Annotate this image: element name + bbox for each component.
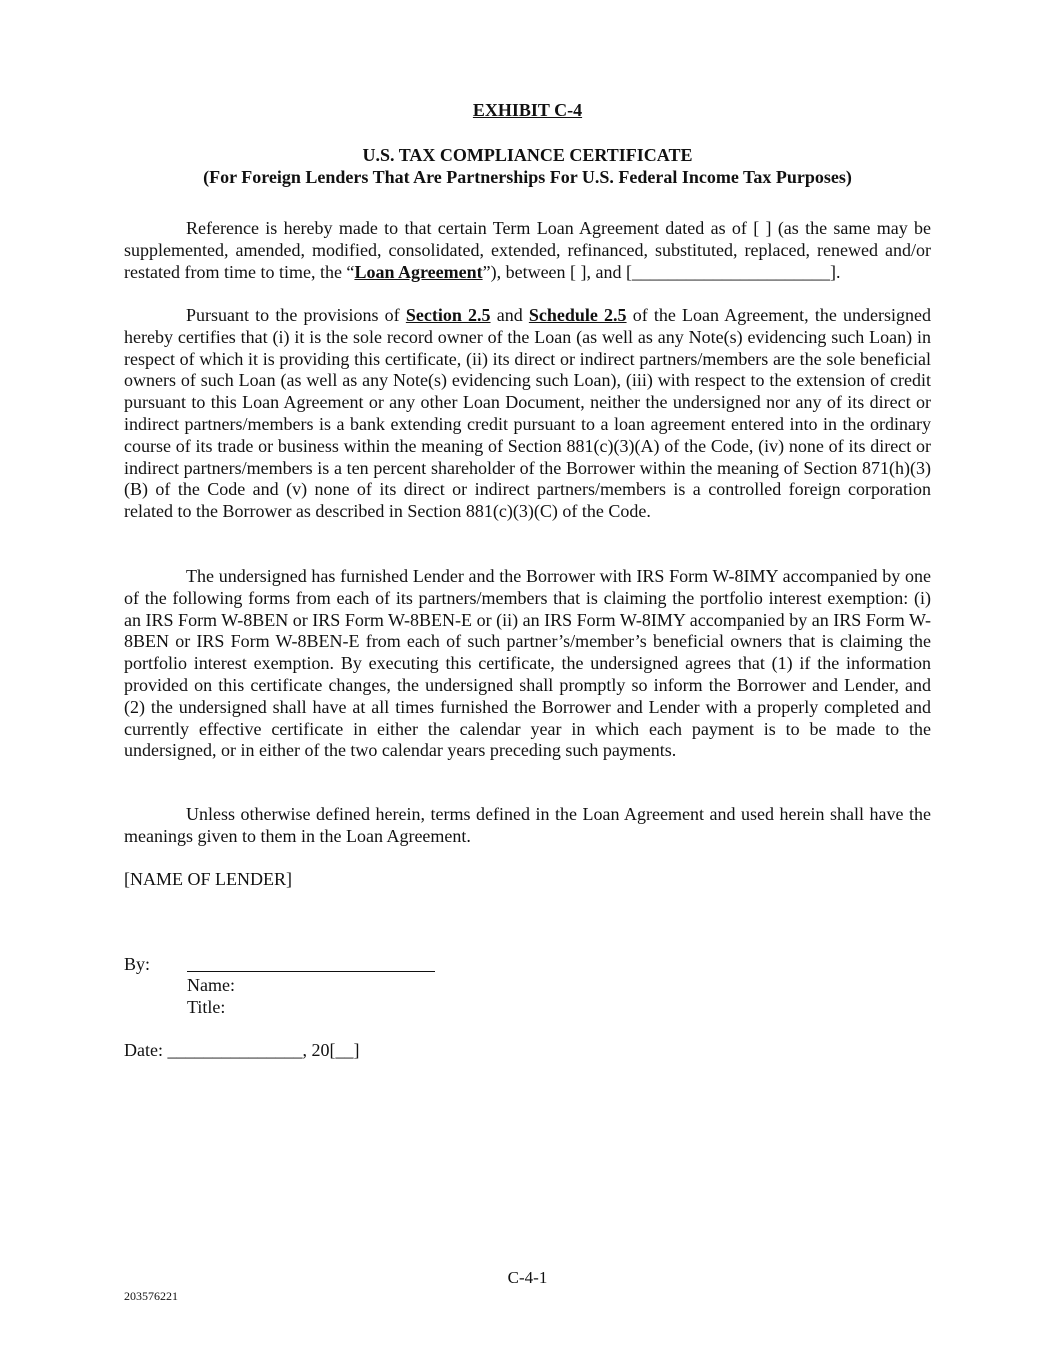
paragraph-definitions bbox=[124, 804, 931, 848]
title-label: Title: bbox=[187, 997, 226, 1017]
paragraph-certification-text-3: of the Loan Agreement, the undersigned hereby certifies that (i) it is the sole record owner of the Loan (as well as any Note(s) evidencing such Loan) in respect of which it is providing this certificate, (ii) its direct or indirect partners/members are the sole beneficial owners of such Loan (as well as any Note(s) evidencing such Loan), (iii) with respect to the extension of credit pursuant to this Loan Agreement or any other Loan Document, neither the undersigned nor any of its direct or indirect partners/members is a bank extending credit pursuant to a loan agreement entered into in the ordinary course of its trade or business within the meaning of Section 881(c)(3)(A) of the Code, (iv) none of its direct or indirect partners/members is a ten percent shareholder of the Borrower within the meaning of Section 871(h)(3)(B) of the Code and (v) none of its direct or indirect partners/members is a controlled foreign corporation related to the Borrower as described in Section 881(c)(3)(C) of the Code. bbox=[124, 305, 931, 522]
certificate-title: U.S. TAX COMPLIANCE CERTIFICATE bbox=[362, 145, 693, 165]
lender-name-placeholder: [NAME OF LENDER] bbox=[124, 869, 292, 889]
schedule-reference: Schedule 2.5 bbox=[528, 305, 627, 325]
page-number: C-4-1 bbox=[507, 1268, 548, 1287]
paragraph-certification-text-2: and bbox=[490, 305, 529, 325]
date-line: Date: _______________, 20[__] bbox=[124, 1040, 360, 1060]
paragraph-reference-text-2: ”), between [ ], and [______________________]. bbox=[482, 261, 841, 282]
by-label: By: bbox=[124, 954, 151, 974]
section-reference: Section 2.5 bbox=[405, 305, 491, 325]
paragraph-reference bbox=[124, 218, 931, 283]
exhibit-heading: EXHIBIT C-4 bbox=[472, 100, 583, 120]
certificate-title-block bbox=[0, 144, 1055, 188]
paragraph-reference-text-1: Reference is hereby made to that certain Term Loan Agreement dated as of [ ] (as the same may be supplemented, amended, modified, consolidated, extended, refinanced, substituted, replaced, renewed and/or restated from time to time, the “ bbox=[124, 218, 931, 282]
name-label: Name: bbox=[187, 975, 235, 995]
certificate-subtitle: (For Foreign Lenders That Are Partnerships For U.S. Federal Income Tax Purposes) bbox=[203, 167, 852, 187]
paragraph-forms-text: The undersigned has furnished Lender and the Borrower with IRS Form W-8IMY accompanied by one of the following forms from each of its partners/members that is claiming the portfolio interest exemption: (i) an IRS Form W-8BEN or IRS Form W-8BEN-E or (ii) an IRS Form W-8IMY accompanied by an IRS Form W-8BEN or IRS Form W-8BEN-E from each of such partner’s/member’s beneficial owners that is claiming the portfolio interest exemption. By executing this certificate, the undersigned agrees that (1) if the information provided on this certificate changes, the undersigned shall promptly so inform the Borrower and Lender, and (2) the undersigned shall have at all times furnished the Borrower and Lender with a properly completed and currently effective certificate in either the calendar year in which each payment is to be made to the undersigned, or in either of the two calendar years preceding such payments. bbox=[124, 566, 931, 761]
paragraph-forms bbox=[124, 566, 931, 762]
paragraph-certification-text-1: Pursuant to the provisions of bbox=[186, 305, 406, 325]
paragraph-certification bbox=[124, 305, 931, 523]
paragraph-definitions-text: Unless otherwise defined herein, terms defined in the Loan Agreement and used herein shall have the meanings given to them in the Loan Agreement. bbox=[124, 804, 931, 846]
defined-term-loan-agreement: Loan Agreement bbox=[354, 261, 483, 282]
signature-line bbox=[187, 971, 435, 972]
document-id: 203576221 bbox=[124, 1289, 178, 1303]
